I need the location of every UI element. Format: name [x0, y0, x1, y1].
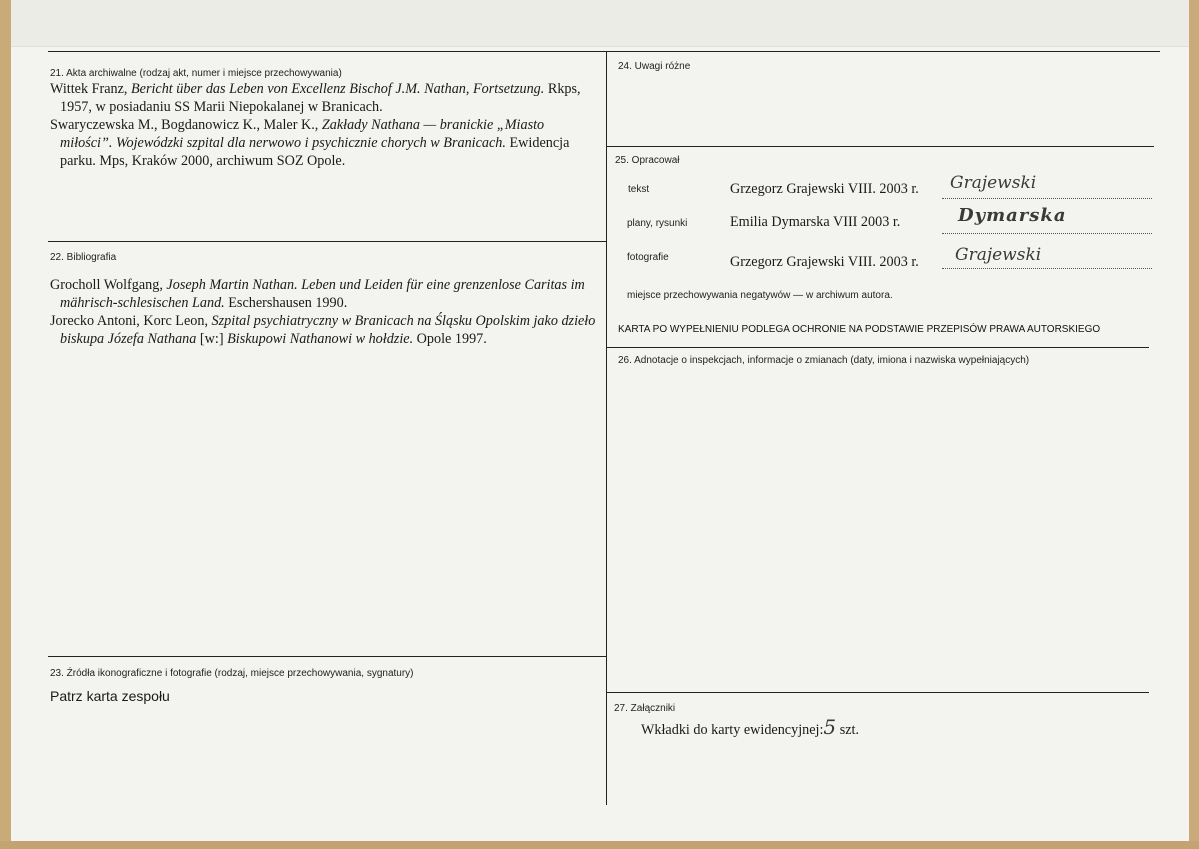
- archival-entry: [50, 80, 600, 116]
- entry-author: Grocholl Wolfgang,: [50, 277, 167, 293]
- attachments-unit: szt.: [836, 722, 860, 738]
- signature-plans: Dymarska: [958, 205, 1067, 226]
- bibliography-entry: [50, 312, 600, 348]
- bibliography-entry: [50, 276, 600, 312]
- right-edge: [1189, 0, 1199, 849]
- section-27-label: 27. Załączniki: [614, 703, 676, 714]
- rule-21-22: [48, 241, 607, 242]
- row-label-text: tekst: [628, 184, 650, 195]
- entry-author: Jorecko Antoni, Korc Leon,: [50, 313, 212, 329]
- section-22-body: [50, 276, 600, 348]
- copyright-notice: KARTA PO WYPEŁNIENIU PODLEGA OCHRONIE NA PODSTAWIE PRZEPISÓW PRAWA AUTORSKIEGO: [618, 324, 1101, 335]
- bottom-edge: [0, 841, 1199, 849]
- section-26-label: 26. Adnotacje o inspekcjach, informacje o zmianach (daty, imiona i nazwiska wypełniających): [618, 355, 1030, 366]
- top-rule: [48, 51, 1160, 52]
- entry-author: Wittek Franz,: [50, 81, 131, 97]
- signature-line: [942, 198, 1152, 199]
- entry-details: Rkps, 1957, w posiadaniu SS Marii Niepokalanej w Branicach.: [60, 81, 581, 115]
- section-24-label: 24. Uwagi różne: [618, 61, 691, 72]
- entry-collection-title: Biskupowi Nathanowi w hołdzie.: [227, 331, 414, 347]
- section-23-label: 23. Źródła ikonograficzne i fotografie (rodzaj, miejsce przechowywania, sygnatury): [50, 668, 414, 679]
- rule-26-27: [606, 692, 1149, 693]
- signature-line: [942, 233, 1152, 234]
- rule-24-25: [606, 146, 1154, 147]
- archival-entry: [50, 116, 600, 170]
- entry-title: Joseph Martin Nathan. Leben und Leiden für eine grenzenlose Caritas im mährisch-schlesischen Land.: [60, 277, 585, 311]
- signature-text: Grajewski: [950, 173, 1037, 193]
- entry-in: [w:]: [196, 331, 228, 347]
- entry-author: Swaryczewska M., Bogdanowicz K., Maler K.,: [50, 117, 322, 133]
- row-value-plans: Emilia Dymarska VIII 2003 r.: [730, 214, 901, 230]
- negatives-location: miejsce przechowywania negatywów — w archiwum autora.: [627, 290, 893, 301]
- row-value-photos: Grzegorz Grajewski VIII. 2003 r.: [730, 254, 919, 270]
- attachments-count: 5: [823, 715, 837, 739]
- entry-details: Ewidencja parku. Mps, Kraków 2000, archiwum SOZ Opole.: [60, 135, 570, 169]
- row-value-text: Grzegorz Grajewski VIII. 2003 r.: [730, 181, 919, 197]
- rule-25-26: [606, 347, 1149, 348]
- section-21-body: [50, 80, 600, 170]
- section-21-label: 21. Akta archiwalne (rodzaj akt, numer i miejsce przechowywania): [50, 68, 342, 79]
- attachments-prefix: Wkładki do karty ewidencyjnej:: [641, 722, 824, 738]
- entry-details: Opole 1997.: [413, 331, 487, 347]
- entry-details: Eschershausen 1990.: [224, 295, 348, 311]
- entry-title: Szpital psychiatryczny w Branicach na Śląsku Opolskim jako dzieło biskupa Józefa Nathana: [60, 313, 596, 347]
- entry-title: Zakłady Nathana — branickie „Miasto miłości”. Wojewódzki szpital dla nerwowo i psychicznie chorych w Branicach.: [60, 117, 545, 151]
- signature-photos: Grajewski: [955, 245, 1042, 265]
- section-22-label: 22. Bibliografia: [50, 252, 117, 263]
- section-23-text: Patrz karta zespołu: [50, 688, 170, 704]
- left-edge: [0, 0, 11, 849]
- row-label-photos: fotografie: [627, 252, 669, 263]
- entry-title: Bericht über das Leben von Excellenz Bischof J.M. Nathan, Fortsetzung.: [130, 81, 545, 97]
- attachments-text: [641, 715, 860, 739]
- section-25-label: 25. Opracował: [615, 155, 680, 166]
- rule-22-23: [48, 656, 607, 657]
- signature-line: [942, 268, 1152, 269]
- row-label-plans: plany, rysunki: [627, 218, 688, 229]
- card-top-strip: [10, 0, 1190, 47]
